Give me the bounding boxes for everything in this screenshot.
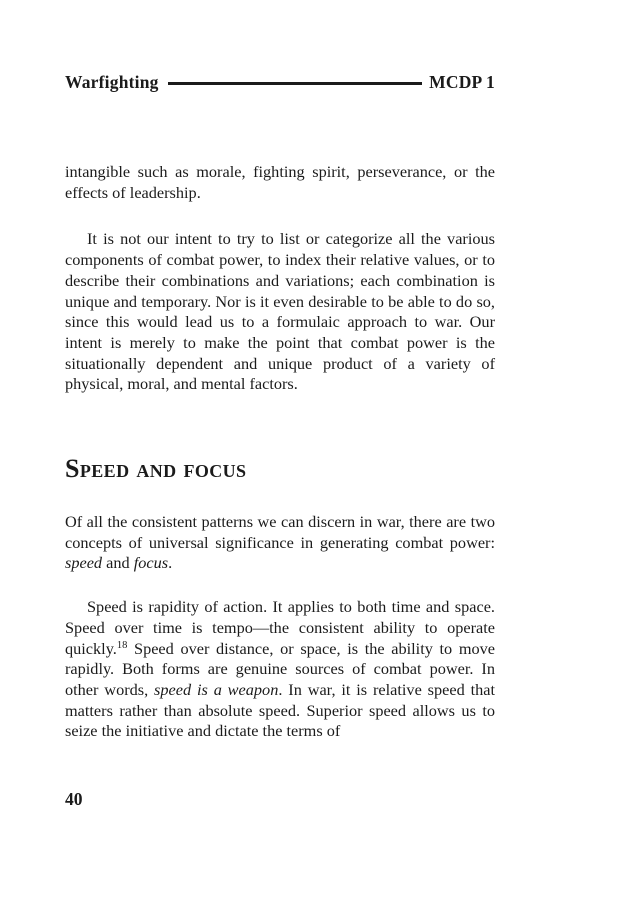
paragraph-text: Of all the consistent patterns we can discern in war, there are two concepts of universal significance in generating combat power: <box>65 512 495 552</box>
paragraph-text: and <box>102 553 134 573</box>
paragraph <box>65 597 495 742</box>
paragraph: It is not our intent to try to list or categorize all the various components of combat power, to index their relative values, or to describe their combinations and variations; each combination is unique and temporary. Nor is it even desirable to be able to do so, since this would lead us to a formulaic approach to war. Our intent is merely to make the point that combat power is the situationally dependent and unique product of a variety of physical, moral, and mental factors. <box>65 229 495 394</box>
emphasis-text: speed <box>65 553 103 573</box>
paragraph-text: Speed over distance, or space, is the ability to move rapidly. Both forms are genuine sources of combat power. In other words, <box>65 638 495 699</box>
footnote-reference: 18 <box>116 640 128 652</box>
emphasis-text: focus <box>133 553 169 573</box>
paragraph-continuation: intangible such as morale, fighting spirit, perseverance, or the effects of leadership. <box>65 162 495 202</box>
paragraph-text: . <box>168 553 173 573</box>
section-heading: Speed and focus <box>65 454 247 484</box>
paragraph-text: Speed is rapidity of action. It applies to both time and space. Speed over time is tempo—the consistent ability to operate quickly. <box>65 597 495 658</box>
paragraph <box>65 512 495 574</box>
emphasis-text: speed is a weapon <box>154 679 279 699</box>
page-body <box>65 0 495 742</box>
page-footer <box>65 789 83 810</box>
document-code: MCDP 1 <box>429 72 495 92</box>
running-title: Warfighting <box>65 72 159 92</box>
page-number: 40 <box>65 789 83 809</box>
paragraph-text: . In war, it is relative speed that matters rather than absolute speed. Superior speed allows us to seize the initiative and dictate the terms of <box>65 679 496 741</box>
